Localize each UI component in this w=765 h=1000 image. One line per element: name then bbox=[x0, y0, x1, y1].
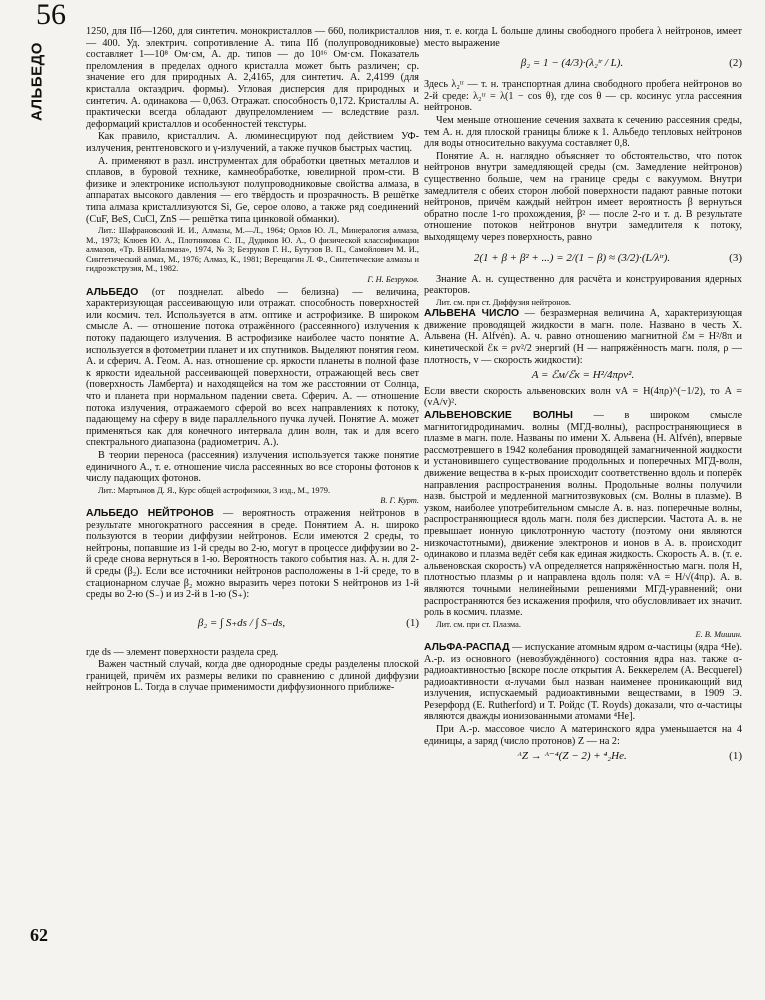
neutron-albedo-entry bbox=[86, 508, 419, 601]
alpha-decay-definition: — испускание атомным ядром α-частицы (ядра ⁴He). А.-р. из основного (невозбуждённого) состояния ядра наз. также α-радиоактивностью [вскоре после открытия А. Беккерелем (A. Becquerel) радиоактивности α-лучами был назван наименее проникающий вид излучения, испускаемый радиоактивными веществами, в 1909 Э. Резерфорд (E. Rutherford) и Т. Ройдс (T. Royds) доказали, что α-частицы являются дважды ионизованными атомами ⁴He]. bbox=[424, 641, 742, 723]
formula-5-expression: ᴬZ → ᴬ⁻⁴(Z − 2) + ⁴₂He. bbox=[517, 750, 627, 763]
running-head-text: АЛЬБЕДО bbox=[28, 42, 46, 121]
capture-ratio-paragraph: Чем меньше отношение сечения захвата к сечению рассеяния среды, тем А. н. для плоской границы ближе к 1. Альбедо тепловых нейтронов для воды относительно вакуума составляет 0,8. bbox=[424, 114, 742, 150]
alfven-waves-literature: Лит. см. при ст. Плазма. bbox=[436, 619, 521, 629]
formula-5 bbox=[424, 751, 742, 763]
formula-1 bbox=[86, 605, 419, 643]
transport-length-note: Здесь λ₂ᵗʳ — т. н. транспортная длина свободного пробега нейтронов во 2-й среде: λ₂ᵗʳ = λ(1 − cos θ), где cos θ — ср. косинус угла рассеяния нейтронов. bbox=[424, 79, 742, 114]
diamond-author: Г. Н. Безруков. bbox=[367, 275, 419, 285]
neutron-albedo-headword: АЛЬБЕДО НЕЙТРОНОВ bbox=[86, 507, 214, 519]
formula-3 bbox=[424, 248, 742, 270]
formula-5-number: (1) bbox=[729, 750, 742, 763]
alfven-number-definition: — безразмерная величина A, характеризующая движение проводящей жидкости в магн. поле. Названо в честь Х. Альвена (H. Alfvén). А. ч. равно отношению магнитной ℰм = H²/8π и кинетической ℰк = ρv²/2 энергий (H — напряжённость магн. поля, ρ — плотность, v — скорость жидкости): bbox=[424, 308, 742, 366]
moderator-flux-paragraph: Понятие А. н. наглядно объясняет то обстоятельство, что поток нейтронов внутри замедляющей среды (см. Замедление нейтронов) существенно больше, чем на границе среды с вакуумом. Внутри замедлителя с обеих сторон любой поверхности падают равные потоки нейтронов, причём каждый нейтрон имеет вероятность β вернуться обратно после 1-го прохождения, β² — после 2-го и т. д. В результате отношение потоков нейтронов внутри замедлителя к потоку, выходящему через поверхность, равно bbox=[424, 150, 742, 243]
formula-4 bbox=[424, 370, 742, 382]
alfven-number-entry bbox=[424, 308, 742, 366]
reactor-design-note: Знание А. н. существенно для расчёта и конструирования ядерных реакторов. bbox=[424, 273, 742, 297]
diamond-continuation: 1250, для IIб—1260, для синтетич. монокристаллов — 660, поликристаллов — 400. Уд. электрич. сопротивление А. типа IIб (полупроводниковые) составляет 1—10⁸ Ом·см, А. др. типов — до 10¹⁶ Ом·см. Показатель преломления в пределах одного кристалла может быть различен; ср. значение его для природных А. 2,4165, для синтетич. А. 2,4199 (для кристалла октаэдрич. формы). Угловая дисперсия для природных и синтетич. А. одинакова — 0,063. Отражат. способность 0,172. Кристаллы А. практически всегда обладают двупреломлением — вследствие разл. деформаций кристаллов и особенностей текстуры. bbox=[86, 26, 419, 130]
running-head bbox=[26, 40, 48, 128]
alfven-waves-headword: АЛЬВЕНОВСКИЕ ВОЛНЫ bbox=[424, 410, 573, 422]
volume-page-number: 62 bbox=[30, 925, 48, 945]
neutron-albedo-literature: Лит. см. при ст. Диффузия нейтронов. bbox=[436, 297, 572, 307]
alfven-velocity-note: Если ввести скорость альвеновских волн vA = H(4πρ)^(−1/2), то A = (vA/v)². bbox=[424, 385, 742, 409]
formula-1-number: (1) bbox=[406, 616, 419, 629]
alpha-decay-mass-number: При А.-р. массовое число A материнского ядра уменьшается на 4 единицы, а заряд (число протонов) Z — на 2: bbox=[424, 724, 742, 747]
diamond-luminescence: Как правило, кристаллич. А. люминесцируют под действием УФ-излучения, рентгеновского и γ-излучений, а также пучков быстрых частиц. bbox=[86, 131, 419, 154]
formula-2 bbox=[424, 53, 742, 75]
alfven-waves-author: Е. В. Мишин. bbox=[695, 630, 742, 640]
formula-3-number: (3) bbox=[729, 251, 742, 264]
albedo-literature: Лит.: Мартынов Д. Я., Курс общей астрофизики, 3 изд., М., 1979. bbox=[98, 485, 331, 495]
formula-2-number: (2) bbox=[729, 57, 742, 70]
albedo-entry bbox=[86, 287, 419, 449]
alpha-decay-entry bbox=[424, 642, 742, 723]
neutron-albedo-continuation: ния, т. е. когда L больше длины свободного пробега λ нейтронов, имеет место выражение bbox=[424, 26, 742, 49]
albedo-headword: АЛЬБЕДО bbox=[86, 286, 139, 298]
neutron-albedo-special-case: Важен частный случай, когда две однородные среды разделены плоской границей, причём их размеры велики по сравнению с длиной диффузии нейтронов L. Тогда в случае применимости диффузионного приближе- bbox=[86, 659, 419, 694]
page-number: 56 bbox=[36, 0, 66, 31]
alfven-number-headword: АЛЬВЕНА ЧИСЛО bbox=[424, 308, 520, 320]
albedo-definition: (от позднелат. albedo — белизна) — величина, характеризующая рассеивающую или отражат. способность поверхностей или космич. тел. Используется в атм. оптике и астрофизике. В широком смысле А. — отношение потока отражённого (рассеянного) излучения к потоку падающего излучения. В астрофизике наиболее часто понятие А. используется в фотометрии планет и их спутников. Выделяют понятия геом. А. и сферич. А. Геом. А. наз. отношение ср. яркости планеты в полной фазе к яркости идеальной рассеивающей поверхности, отражающей весь свет (поверхность Ламберта) и находящейся на том же расстоянии от Солнца, что и планета при нормальном падении света. Сферич. А. — отношение потока излучения, отражаемого сферой во всех направлениях к потоку, падающему на сферу в виде параллельного пучка лучей. Понятие А. может применяться как для конечного интервала длин волн, так и для всего спектрального диапазона (радиометрич. А.). bbox=[86, 286, 419, 449]
formula-3-expression: 2(1 + β + β² + ...) = 2/(1 − β) ≈ (3/2)·(L/λᵗʳ). bbox=[473, 251, 671, 264]
alfven-waves-definition: — в широком смысле магнитогидродинамич. волны (МГД-волны), распространяющиеся в плазме в магн. поле. Названы по имени Х. Альвена (H. Alfvén), впервые рассмотревшего в 1942 колебания проводящей замагниченной жидкости и установившего существование продольных и поперечных МГД-волн, движение вещества в к-рых происходит соответственно вдоль и поперёк направления распространения волны. Продольные волны получили назв. быстрой и медленной магнитозвуковых (см. Волны в плазме). В узком, наиболее употребительном смысле А. в. наз. поперечные волны, распространяющиеся вдоль магн. поля без дисперсии. Частота А. в. не превышает ионную циклотронную частоту (поэтому они являются низкочастотными), движение электронов и ионов в А. в. происходит одинаково и плазма ведёт себя как единая жидкость. Скорость А. в. (т. е. альвеновская скорость) vA определяется напряжённостью магн. поля H, плотностью плазмы ρ и направлена вдоль поля: vA = H/√(4πρ). А. в. являются точными нелинейными решениями МГД-уравнений; они распространяются без искажения профиля, что обусловливает их значит. роль в космич. плазме. bbox=[424, 410, 742, 619]
formula-2-expression: β₂ = 1 − (4/3)·(λ₂ᵗʳ / L). bbox=[520, 57, 624, 70]
diamond-applications: А. применяют в разл. инструментах для обработки цветных металлов и сплавов, в буровой технике, камнеобработке, ювелирной пром-сти. В физике и электронике используют полупроводниковые свойства алмаза, в аппаратах высокого давления — его твёрдость и прозрачность. В решётке типа алмаза кристаллизуются Si, Ge, серое олово, а также ряд соединений (CuF, BeS, CuCl, ZnS — решётка типа цинковой обманки). bbox=[86, 155, 419, 225]
formula-4-expression: A = ℰм/ℰк = H²/4πρv². bbox=[531, 369, 635, 382]
formula-1-note: где ds — элемент поверхности раздела сред. bbox=[86, 646, 279, 658]
diamond-literature: Лит.: Шафрановский И. И., Алмазы, М.—Л., 1964; Орлов Ю. Л., Минералогия алмаза, М., 1973; Клюев Ю. А., Плотникова С. П., Дудиков Ю. А., О физической классификации алмазов, «Тр. ВНИИалмаза», 1974, № 3; Безруков Г. Н., Бутузов В. П., Самойлович М. И., Синтетический алмаз, М., 1976; Алмаз, К., 1981; Верещагин Л. Ф., Синтетические алмазы и гидроэкструзия, М., 1982. bbox=[86, 226, 419, 274]
albedo-scattering: В теории переноса (рассеяния) излучения используется также понятие единичного А., т. е. отношение числа рассеянных во все стороны фотонов к числу падающих фотонов. bbox=[86, 449, 419, 485]
formula-1-expression: β₂ = ∫ S₊ds / ∫ S₋ds, bbox=[197, 616, 286, 629]
albedo-author: В. Г. Курт. bbox=[380, 496, 419, 506]
alfven-waves-entry bbox=[424, 410, 742, 619]
neutron-albedo-definition: — вероятность отражения нейтронов в результате многократного рассеяния в среде. Понятием А. н. широко пользуются в теории диффузии нейтронов. Если имеются 2 среды, то нейтроны, попавшие из 1-й среды во 2-ю, могут в процессе диффузии во 2-й среде снова вернуться в 1-ю. Вероятность такого события наз. А. н. для 2-й среды (β₂). Если все источники нейтронов расположены в 1-й среде, то в стационарном случае β₂ можно выразить через потоки S нейтронов из 1-й среды во 2-ю (S₋) и из 2-й в 1-ю (S₊): bbox=[86, 507, 419, 601]
left-column bbox=[86, 26, 419, 994]
right-column bbox=[424, 26, 742, 994]
alpha-decay-headword: АЛЬФА-РАСПАД bbox=[424, 641, 510, 653]
